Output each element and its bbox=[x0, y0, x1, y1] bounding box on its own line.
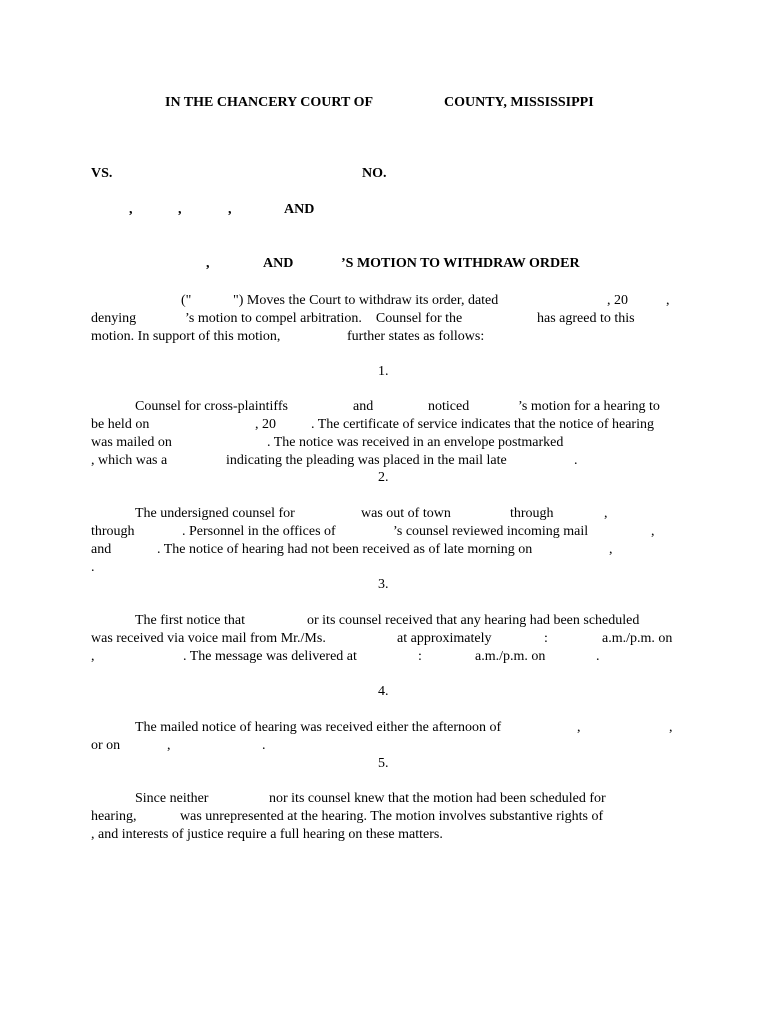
p3-colon: : bbox=[418, 649, 422, 664]
p3-voice-text: was received via voice mail from Mr./Ms. bbox=[91, 631, 326, 646]
p5-since-text: Since neither bbox=[135, 791, 209, 806]
paragraph-number: 2. bbox=[378, 470, 389, 485]
p3-first-text: The first notice that bbox=[135, 613, 246, 628]
p3-colon: : bbox=[544, 631, 548, 646]
p1-held-on: be held on bbox=[91, 417, 150, 432]
intro-support-text: motion. In support of this motion, bbox=[91, 329, 281, 344]
p4-comma: , bbox=[669, 720, 673, 735]
p5-hearing: hearing, bbox=[91, 809, 137, 824]
p2-through: through bbox=[91, 524, 135, 539]
p1-year: , 20 bbox=[255, 417, 276, 432]
intro-quote-open: (" bbox=[181, 293, 192, 308]
intro-denying: denying bbox=[91, 311, 137, 326]
motion-title: ’S MOTION TO WITHDRAW ORDER bbox=[341, 256, 580, 271]
caption-case-no: NO. bbox=[362, 166, 387, 181]
intro-further-text: further states as follows: bbox=[347, 329, 485, 344]
caption-comma: , bbox=[228, 202, 232, 217]
caption-vs: VS. bbox=[91, 166, 113, 181]
p3-comma: , bbox=[91, 649, 95, 664]
p2-comma: , bbox=[609, 542, 613, 557]
p1-mailed-on: was mailed on bbox=[91, 435, 172, 450]
p1-period: . bbox=[574, 453, 578, 468]
paragraph-number: 5. bbox=[378, 756, 389, 771]
caption-comma: , bbox=[129, 202, 133, 217]
paragraph-number: 3. bbox=[378, 577, 389, 592]
p4-or-on: or on bbox=[91, 738, 121, 753]
p1-noticed: noticed bbox=[428, 399, 470, 414]
p2-comma: , bbox=[604, 506, 608, 521]
p2-out-of-town: was out of town bbox=[361, 506, 451, 521]
paragraph-number: 1. bbox=[378, 364, 389, 379]
p3-period: . bbox=[596, 649, 600, 664]
p1-received-text: . The notice was received in an envelope postmarked bbox=[267, 435, 564, 450]
caption-comma: , bbox=[178, 202, 182, 217]
intro-year: , 20 bbox=[607, 293, 628, 308]
p2-personnel-text: . Personnel in the offices of bbox=[182, 524, 336, 539]
p1-certificate-text: . The certificate of service indicates that the notice of hearing bbox=[311, 417, 654, 432]
p4-comma: , bbox=[577, 720, 581, 735]
p2-reviewed-text: ’s counsel reviewed incoming mail bbox=[393, 524, 589, 539]
p2-through: through bbox=[510, 506, 554, 521]
p2-undersigned-text: The undersigned counsel for bbox=[135, 506, 295, 521]
p2-and: and bbox=[91, 542, 112, 557]
p4-mailed-text: The mailed notice of hearing was received either the afternoon of bbox=[135, 720, 502, 735]
intro-agreed-text: has agreed to this bbox=[537, 311, 635, 326]
intro-moves-text: ") Moves the Court to withdraw its order, dated bbox=[233, 293, 499, 308]
p1-indicating-text: indicating the pleading was placed in the mail late bbox=[226, 453, 507, 468]
paragraph-number: 4. bbox=[378, 684, 389, 699]
court-heading: IN THE CHANCERY COURT OF bbox=[165, 95, 374, 110]
p3-ampm: a.m./p.m. on bbox=[475, 649, 546, 664]
caption-and: AND bbox=[284, 202, 315, 217]
p1-which-text: , which was a bbox=[91, 453, 168, 468]
p2-period: . bbox=[91, 560, 95, 575]
p3-or-counsel-text: or its counsel received that any hearing had been scheduled bbox=[307, 613, 640, 628]
p5-nor-text: nor its counsel knew that the motion had been scheduled for bbox=[269, 791, 606, 806]
p4-period: . bbox=[262, 738, 266, 753]
title-comma: , bbox=[206, 256, 210, 271]
p3-ampm: a.m./p.m. on bbox=[602, 631, 673, 646]
title-and: AND bbox=[263, 256, 294, 271]
intro-comma: , bbox=[666, 293, 670, 308]
p3-approx-text: at approximately bbox=[397, 631, 492, 646]
p5-interests-text: , and interests of justice require a full hearing on these matters. bbox=[91, 827, 443, 842]
p1-and: and bbox=[353, 399, 374, 414]
p1-hearing-to-text: ’s motion for a hearing to bbox=[518, 399, 660, 414]
p1-counsel-text: Counsel for cross-plaintiffs bbox=[135, 399, 288, 414]
p5-unrep-text: was unrepresented at the hearing. The motion involves substantive rights of bbox=[180, 809, 604, 824]
p2-not-received-text: . The notice of hearing had not been received as of late morning on bbox=[157, 542, 533, 557]
p3-delivered-text: . The message was delivered at bbox=[183, 649, 357, 664]
p2-comma: , bbox=[651, 524, 655, 539]
county-heading: COUNTY, MISSISSIPPI bbox=[444, 95, 594, 110]
p4-comma: , bbox=[167, 738, 171, 753]
intro-compel-text: ’s motion to compel arbitration. Counsel for the bbox=[185, 311, 463, 326]
